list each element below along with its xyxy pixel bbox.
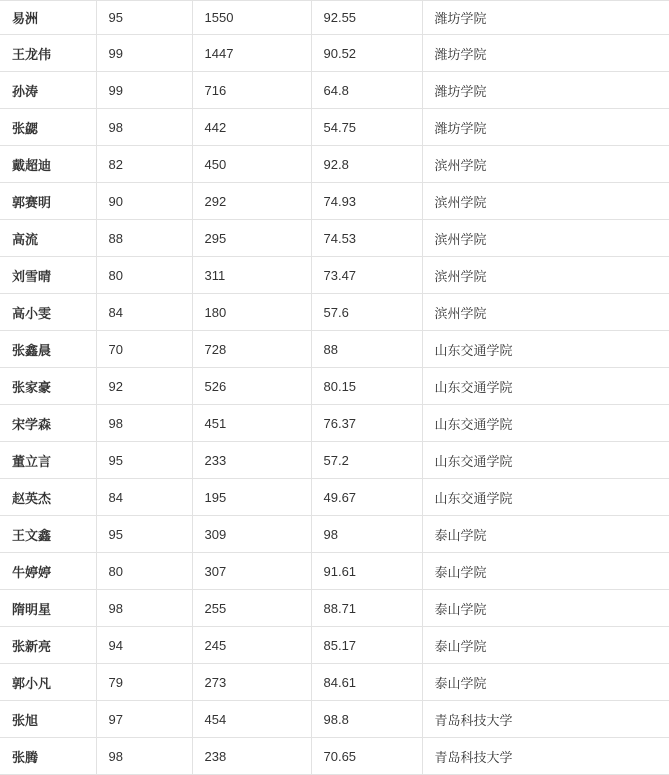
cell-rate: 49.67 <box>311 479 422 516</box>
table-row <box>0 109 669 146</box>
table-row <box>0 553 669 590</box>
cell-score: 84 <box>96 294 192 331</box>
table-row <box>0 72 669 109</box>
cell-rate: 92.55 <box>311 1 422 35</box>
table-body <box>0 1 669 775</box>
cell-rate: 70.65 <box>311 738 422 775</box>
cell-count: 292 <box>192 183 311 220</box>
cell-name: 张家豪 <box>0 368 96 405</box>
cell-school: 滨州学院 <box>422 257 669 294</box>
cell-school: 泰山学院 <box>422 627 669 664</box>
cell-count: 273 <box>192 664 311 701</box>
cell-name: 张勰 <box>0 109 96 146</box>
cell-rate: 92.8 <box>311 146 422 183</box>
cell-count: 238 <box>192 738 311 775</box>
cell-rate: 80.15 <box>311 368 422 405</box>
cell-rate: 57.6 <box>311 294 422 331</box>
cell-name: 孙涛 <box>0 72 96 109</box>
cell-rate: 88 <box>311 331 422 368</box>
cell-school: 山东交通学院 <box>422 479 669 516</box>
cell-school: 山东交通学院 <box>422 368 669 405</box>
cell-count: 233 <box>192 442 311 479</box>
cell-count: 307 <box>192 553 311 590</box>
cell-school: 青岛科技大学 <box>422 738 669 775</box>
cell-school: 泰山学院 <box>422 664 669 701</box>
table-row <box>0 294 669 331</box>
table-row <box>0 183 669 220</box>
cell-name: 刘雪晴 <box>0 257 96 294</box>
cell-name: 牛婷婷 <box>0 553 96 590</box>
table-row <box>0 257 669 294</box>
cell-count: 728 <box>192 331 311 368</box>
cell-count: 450 <box>192 146 311 183</box>
cell-rate: 98.8 <box>311 701 422 738</box>
cell-school: 滨州学院 <box>422 294 669 331</box>
cell-rate: 54.75 <box>311 109 422 146</box>
table-row <box>0 442 669 479</box>
cell-name: 戴超迪 <box>0 146 96 183</box>
table-row <box>0 479 669 516</box>
cell-name: 张腾 <box>0 738 96 775</box>
cell-school: 潍坊学院 <box>422 109 669 146</box>
cell-count: 195 <box>192 479 311 516</box>
cell-name: 隋明星 <box>0 590 96 627</box>
table-row <box>0 1 669 35</box>
cell-score: 95 <box>96 442 192 479</box>
cell-name: 张鑫晨 <box>0 331 96 368</box>
cell-count: 309 <box>192 516 311 553</box>
cell-name: 张新亮 <box>0 627 96 664</box>
cell-score: 99 <box>96 72 192 109</box>
cell-school: 泰山学院 <box>422 553 669 590</box>
cell-school: 潍坊学院 <box>422 72 669 109</box>
cell-score: 98 <box>96 109 192 146</box>
cell-score: 79 <box>96 664 192 701</box>
cell-score: 88 <box>96 220 192 257</box>
cell-school: 泰山学院 <box>422 590 669 627</box>
cell-name: 郭小凡 <box>0 664 96 701</box>
cell-count: 295 <box>192 220 311 257</box>
cell-school: 滨州学院 <box>422 183 669 220</box>
table-row <box>0 405 669 442</box>
cell-school: 山东交通学院 <box>422 405 669 442</box>
cell-name: 王龙伟 <box>0 35 96 72</box>
cell-rate: 74.93 <box>311 183 422 220</box>
table-row <box>0 146 669 183</box>
cell-rate: 57.2 <box>311 442 422 479</box>
cell-score: 92 <box>96 368 192 405</box>
table-row <box>0 738 669 775</box>
cell-school: 滨州学院 <box>422 146 669 183</box>
cell-score: 82 <box>96 146 192 183</box>
cell-count: 1550 <box>192 1 311 35</box>
cell-count: 451 <box>192 405 311 442</box>
cell-rate: 73.47 <box>311 257 422 294</box>
cell-school: 滨州学院 <box>422 220 669 257</box>
cell-name: 张旭 <box>0 701 96 738</box>
cell-score: 98 <box>96 590 192 627</box>
cell-score: 80 <box>96 553 192 590</box>
cell-count: 716 <box>192 72 311 109</box>
table-row <box>0 590 669 627</box>
cell-name: 王文鑫 <box>0 516 96 553</box>
cell-score: 94 <box>96 627 192 664</box>
cell-count: 454 <box>192 701 311 738</box>
cell-rate: 64.8 <box>311 72 422 109</box>
cell-name: 宋学森 <box>0 405 96 442</box>
cell-rate: 90.52 <box>311 35 422 72</box>
table-row <box>0 664 669 701</box>
cell-school: 青岛科技大学 <box>422 701 669 738</box>
cell-score: 84 <box>96 479 192 516</box>
cell-score: 98 <box>96 405 192 442</box>
cell-school: 山东交通学院 <box>422 442 669 479</box>
cell-rate: 91.61 <box>311 553 422 590</box>
cell-score: 98 <box>96 738 192 775</box>
cell-name: 郭赛明 <box>0 183 96 220</box>
cell-score: 95 <box>96 516 192 553</box>
cell-name: 赵英杰 <box>0 479 96 516</box>
table-row <box>0 627 669 664</box>
table-row <box>0 35 669 72</box>
cell-rate: 74.53 <box>311 220 422 257</box>
cell-name: 董立言 <box>0 442 96 479</box>
cell-name: 高小雯 <box>0 294 96 331</box>
cell-score: 70 <box>96 331 192 368</box>
cell-rate: 85.17 <box>311 627 422 664</box>
cell-rate: 84.61 <box>311 664 422 701</box>
cell-count: 311 <box>192 257 311 294</box>
cell-count: 180 <box>192 294 311 331</box>
cell-rate: 76.37 <box>311 405 422 442</box>
cell-school: 泰山学院 <box>422 516 669 553</box>
cell-count: 442 <box>192 109 311 146</box>
cell-score: 90 <box>96 183 192 220</box>
cell-school: 潍坊学院 <box>422 35 669 72</box>
table-row <box>0 701 669 738</box>
cell-count: 1447 <box>192 35 311 72</box>
table-row <box>0 331 669 368</box>
cell-rate: 88.71 <box>311 590 422 627</box>
table-row <box>0 368 669 405</box>
cell-count: 526 <box>192 368 311 405</box>
cell-name: 高流 <box>0 220 96 257</box>
table-row <box>0 220 669 257</box>
cell-count: 245 <box>192 627 311 664</box>
cell-score: 97 <box>96 701 192 738</box>
cell-score: 80 <box>96 257 192 294</box>
cell-score: 99 <box>96 35 192 72</box>
cell-rate: 98 <box>311 516 422 553</box>
cell-count: 255 <box>192 590 311 627</box>
cell-name: 易洲 <box>0 1 96 35</box>
table-row <box>0 516 669 553</box>
cell-score: 95 <box>96 1 192 35</box>
cell-school: 山东交通学院 <box>422 331 669 368</box>
cell-school: 潍坊学院 <box>422 1 669 35</box>
